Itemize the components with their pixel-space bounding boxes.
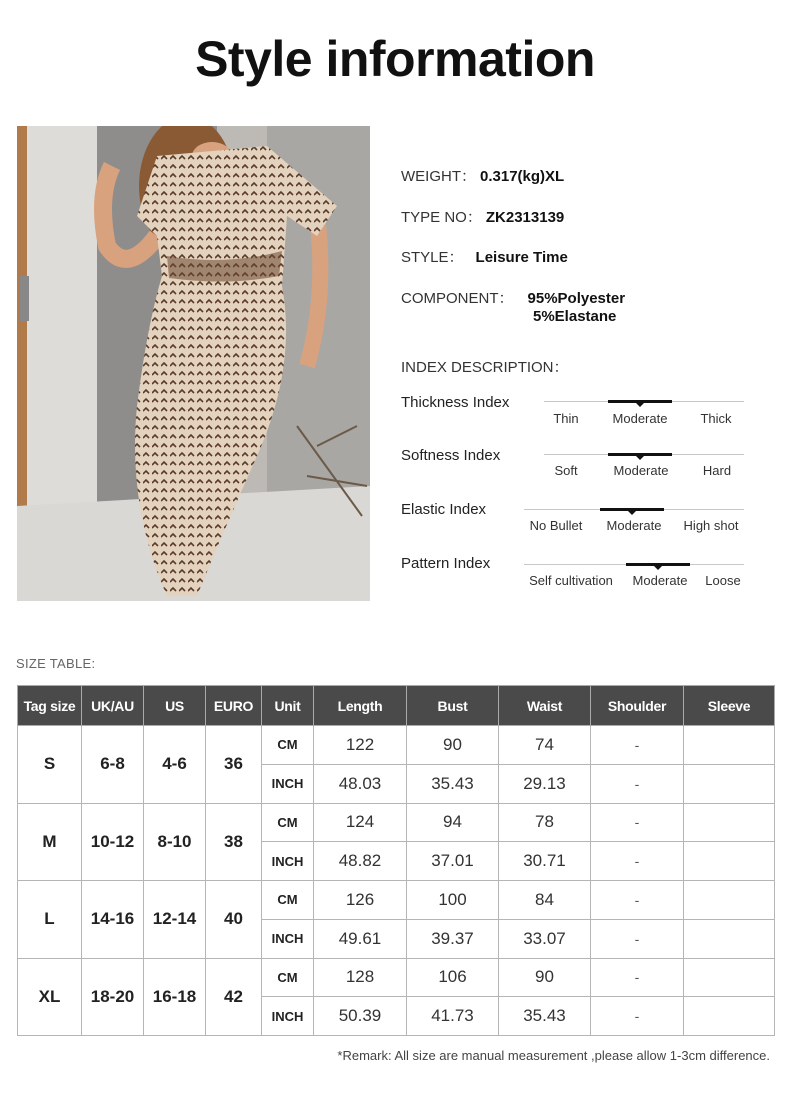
index-option-selected: Moderate: [606, 518, 662, 533]
us-cell: 4-6: [144, 726, 206, 804]
index-name: Pattern Index: [401, 555, 491, 572]
unit-cell: INCH: [262, 997, 314, 1036]
waist-cell: 29.13: [499, 764, 591, 803]
bust-cell: 35.43: [407, 764, 499, 803]
unit-cell: CM: [262, 726, 314, 765]
index-name: Softness Index: [401, 447, 501, 464]
type-row: [401, 206, 564, 227]
table-row: [18, 958, 775, 997]
waist-cell: 84: [499, 881, 591, 920]
index-option: Self cultivation: [529, 573, 613, 588]
column-header: Sleeve: [684, 686, 775, 726]
bust-cell: 39.37: [407, 919, 499, 958]
unit-cell: INCH: [262, 764, 314, 803]
style-label: STYLE：: [401, 249, 464, 266]
sleeve-cell: [684, 958, 775, 997]
column-header: Waist: [499, 686, 591, 726]
sleeve-cell: [684, 842, 775, 881]
shoulder-cell: -: [591, 803, 684, 842]
index-option: High shot: [683, 518, 739, 533]
index-option: Thick: [700, 411, 732, 426]
uk-au-cell: 10-12: [82, 803, 144, 881]
waist-cell: 35.43: [499, 997, 591, 1036]
shoulder-cell: -: [591, 842, 684, 881]
index-option: Soft: [554, 463, 578, 478]
euro-cell: 42: [206, 958, 262, 1036]
size-table: [17, 685, 775, 1036]
unit-cell: INCH: [262, 842, 314, 881]
length-cell: 124: [314, 803, 407, 842]
tag-size-cell: M: [18, 803, 82, 881]
column-header: EURO: [206, 686, 262, 726]
product-photo: [17, 126, 370, 601]
pattern-index: [401, 555, 771, 595]
component-value-1: 95%Polyester: [527, 290, 626, 307]
weight-value: 0.317(kg)XL: [480, 168, 565, 185]
index-option: No Bullet: [529, 518, 583, 533]
index-option: Hard: [702, 463, 732, 478]
size-table-label: SIZE TABLE:: [16, 656, 96, 671]
remark-note: *Remark: All size are manual measurement ,please allow 1-3cm difference.: [337, 1048, 770, 1063]
waist-cell: 30.71: [499, 842, 591, 881]
unit-cell: CM: [262, 803, 314, 842]
waist-cell: 74: [499, 726, 591, 765]
style-row: [401, 246, 568, 267]
length-cell: 49.61: [314, 919, 407, 958]
index-marker-pointer: [628, 511, 636, 515]
unit-cell: INCH: [262, 919, 314, 958]
type-value: ZK2313139: [485, 209, 565, 226]
us-cell: 8-10: [144, 803, 206, 881]
index-name: Elastic Index: [401, 501, 487, 518]
index-name: Thickness Index: [401, 394, 510, 411]
sleeve-cell: [684, 803, 775, 842]
us-cell: 16-18: [144, 958, 206, 1036]
tag-size-cell: L: [18, 881, 82, 959]
column-header: Bust: [407, 686, 499, 726]
length-cell: 128: [314, 958, 407, 997]
weight-label: WEIGHT：: [401, 168, 476, 185]
euro-cell: 36: [206, 726, 262, 804]
component-row: [401, 287, 625, 308]
waist-cell: 78: [499, 803, 591, 842]
component-value-2: 5%Elastane: [533, 308, 617, 325]
column-header: US: [144, 686, 206, 726]
sleeve-cell: [684, 764, 775, 803]
shoulder-cell: -: [591, 958, 684, 997]
elastic-index: [401, 501, 771, 541]
tag-size-cell: XL: [18, 958, 82, 1036]
index-option: Thin: [553, 411, 579, 426]
euro-cell: 40: [206, 881, 262, 959]
sleeve-cell: [684, 997, 775, 1036]
index-option-selected: Moderate: [613, 463, 669, 478]
shoulder-cell: -: [591, 764, 684, 803]
type-label: TYPE NO：: [401, 209, 482, 226]
sleeve-cell: [684, 726, 775, 765]
sleeve-cell: [684, 919, 775, 958]
length-cell: 48.82: [314, 842, 407, 881]
column-header: Length: [314, 686, 407, 726]
us-cell: 12-14: [144, 881, 206, 959]
bust-cell: 37.01: [407, 842, 499, 881]
column-header: Tag size: [18, 686, 82, 726]
shoulder-cell: -: [591, 997, 684, 1036]
bust-cell: 94: [407, 803, 499, 842]
table-header-row: [18, 686, 775, 726]
uk-au-cell: 6-8: [82, 726, 144, 804]
bust-cell: 41.73: [407, 997, 499, 1036]
euro-cell: 38: [206, 803, 262, 881]
waist-cell: 33.07: [499, 919, 591, 958]
length-cell: 50.39: [314, 997, 407, 1036]
column-header: Shoulder: [591, 686, 684, 726]
style-value: Leisure Time: [475, 249, 568, 266]
table-row: [18, 803, 775, 842]
page-title: Style information: [195, 31, 595, 87]
index-option-selected: Moderate: [632, 573, 688, 588]
index-option: Loose: [705, 573, 741, 588]
thickness-index: [401, 394, 771, 434]
index-marker-pointer: [654, 566, 662, 570]
waist-cell: 90: [499, 958, 591, 997]
index-marker-pointer: [636, 403, 644, 407]
uk-au-cell: 18-20: [82, 958, 144, 1036]
table-row: [18, 726, 775, 765]
uk-au-cell: 14-16: [82, 881, 144, 959]
column-header: Unit: [262, 686, 314, 726]
shoulder-cell: -: [591, 881, 684, 920]
bust-cell: 100: [407, 881, 499, 920]
component-label: COMPONENT：: [401, 290, 514, 307]
weight-row: [401, 165, 564, 186]
length-cell: 122: [314, 726, 407, 765]
tag-size-cell: S: [18, 726, 82, 804]
length-cell: 48.03: [314, 764, 407, 803]
index-marker-pointer: [636, 456, 644, 460]
length-cell: 126: [314, 881, 407, 920]
column-header: UK/AU: [82, 686, 144, 726]
unit-cell: CM: [262, 958, 314, 997]
bust-cell: 106: [407, 958, 499, 997]
index-description-title: INDEX DESCRIPTION：: [401, 359, 569, 376]
unit-cell: CM: [262, 881, 314, 920]
shoulder-cell: -: [591, 919, 684, 958]
sleeve-cell: [684, 881, 775, 920]
softness-index: [401, 447, 771, 487]
index-option-selected: Moderate: [612, 411, 668, 426]
shoulder-cell: -: [591, 726, 684, 765]
table-row: [18, 881, 775, 920]
bust-cell: 90: [407, 726, 499, 765]
